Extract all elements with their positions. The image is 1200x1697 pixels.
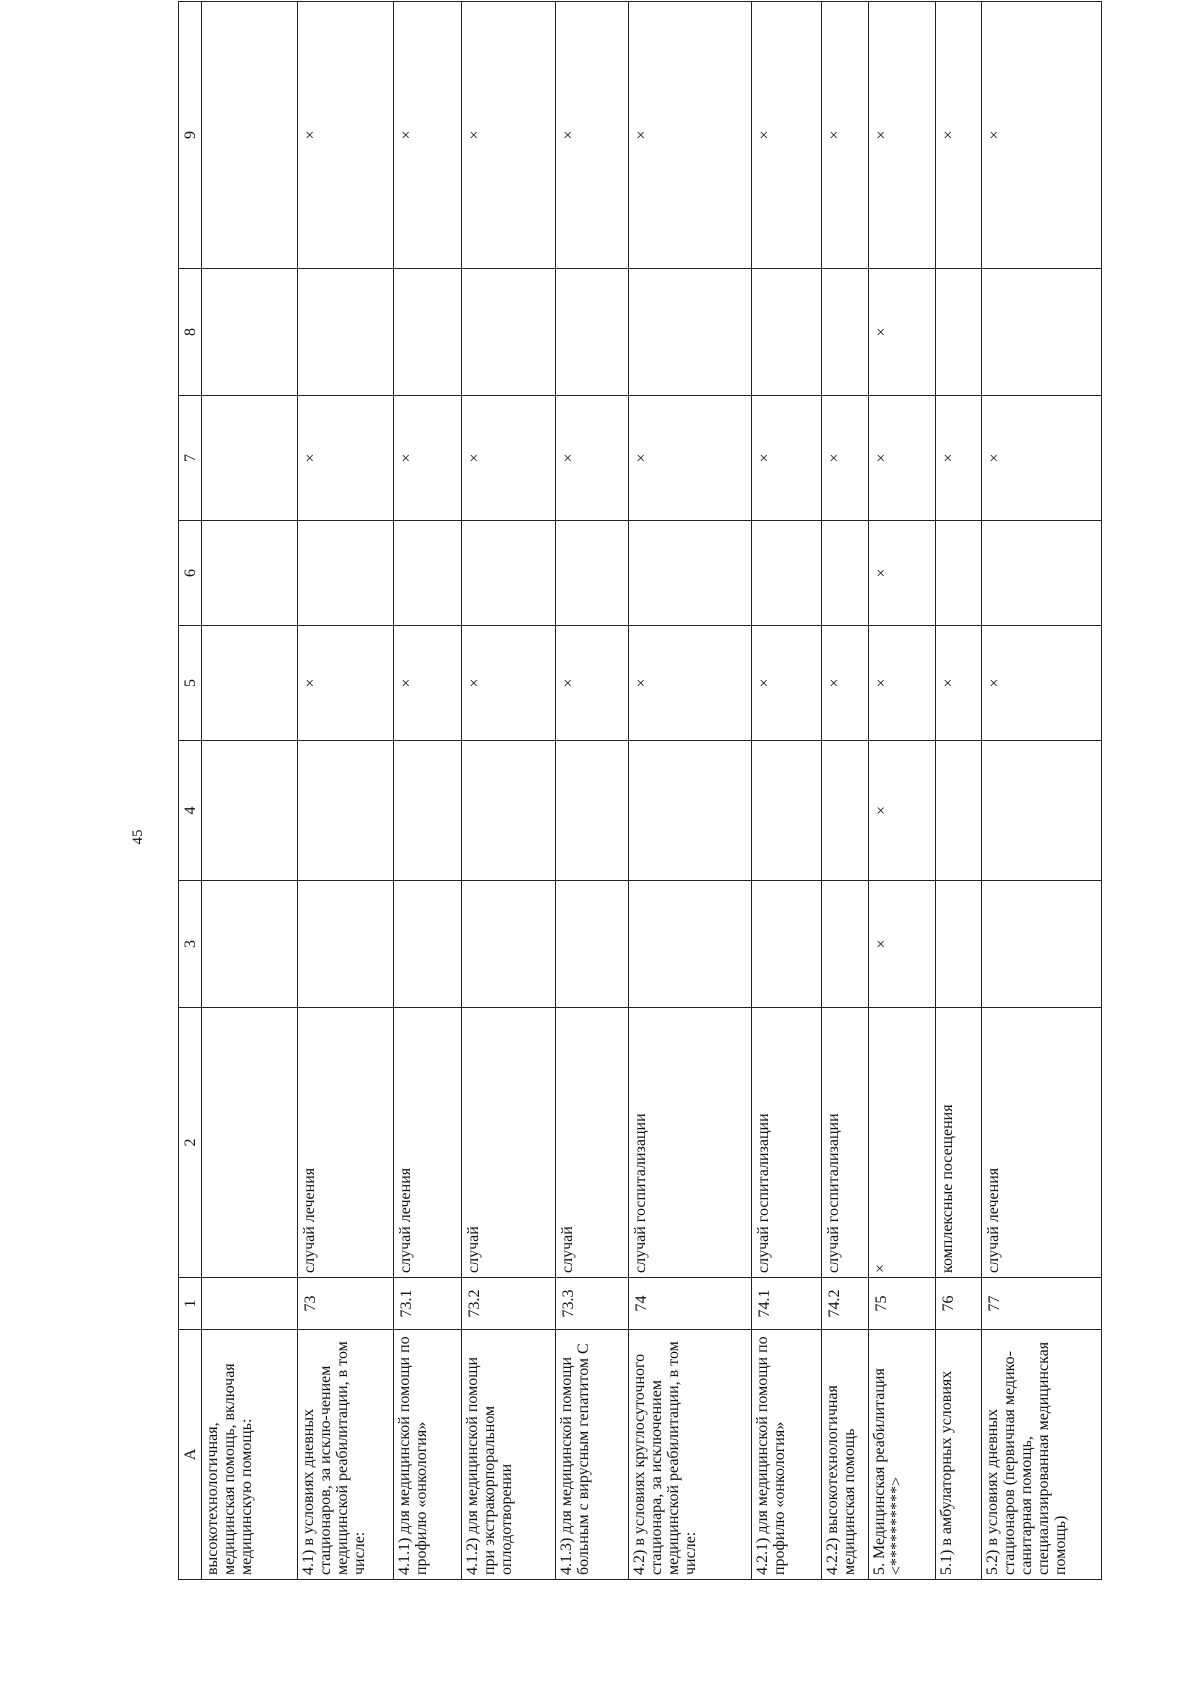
cell-col-8 [202,269,298,396]
cell-col-9: × [982,2,1102,269]
cell-col-9 [202,2,298,269]
column-header-1: 1 [179,1278,202,1330]
table-row [821,2,868,1580]
page-number: 45 [130,829,146,845]
row-label-cell: 5.1) в амбулаторных условиях [936,1330,982,1580]
cell-col-1: 74.1 [752,1278,822,1330]
cell-col-1: 73.1 [393,1278,462,1330]
cell-col-6 [556,521,629,626]
table-body [202,2,1102,1580]
cell-col-5 [202,626,298,741]
cell-col-9: × [556,2,629,269]
cell-col-9: × [629,2,752,269]
cell-col-7: × [752,396,822,521]
row-label-cell: 4.1) в условиях дневных стационаров, за исклю-чением медицинской реабилитации, в том числе: [297,1330,393,1580]
cell-col-5: × [821,626,868,741]
column-header-6: 6 [179,521,202,626]
column-header-5: 5 [179,626,202,741]
row-label-cell: 5. Медицинская реабилитация <**********> [868,1330,936,1580]
cell-col-5: × [982,626,1102,741]
cell-col-2: случай лечения [393,1008,462,1278]
cell-col-8 [936,269,982,396]
cell-col-1: 77 [982,1278,1102,1330]
cell-col-3 [752,881,822,1008]
cell-col-2: случай госпитализации [629,1008,752,1278]
cell-col-5: × [556,626,629,741]
cell-col-4 [393,741,462,881]
cell-col-4 [982,741,1102,881]
cell-col-2: случай лечения [982,1008,1102,1278]
table-row [202,2,298,1580]
cell-col-6 [982,521,1102,626]
cell-col-8 [821,269,868,396]
cell-col-2: случай госпитализации [752,1008,822,1278]
cell-col-2: случай [462,1008,556,1278]
cell-col-5: × [297,626,393,741]
cell-col-8 [752,269,822,396]
row-label-cell: 4.1.3) для медицинской помощи больным с вирусным гепатитом С [556,1330,629,1580]
cell-col-5: × [462,626,556,741]
cell-col-8 [393,269,462,396]
cell-col-8: × [868,269,936,396]
cell-col-3 [936,881,982,1008]
cell-col-6 [393,521,462,626]
column-header-7: 7 [179,396,202,521]
column-header-9: 9 [179,2,202,269]
cell-col-4 [462,741,556,881]
cell-col-7: × [462,396,556,521]
cell-col-9: × [936,2,982,269]
cell-col-3 [821,881,868,1008]
cell-col-7: × [982,396,1102,521]
cell-col-6 [462,521,556,626]
cell-col-6 [202,521,298,626]
cell-col-5: × [868,626,936,741]
cell-col-8 [982,269,1102,396]
table-row [868,2,936,1580]
cell-col-9: × [462,2,556,269]
cell-col-8 [297,269,393,396]
column-header-a: A [179,1330,202,1580]
cell-col-2: случай лечения [297,1008,393,1278]
cell-col-7 [202,396,298,521]
row-label-cell: 4.2.1) для медицинской помощи по профилю «онкология» [752,1330,822,1580]
cell-col-2: комплексные посещения [936,1008,982,1278]
cell-col-6 [752,521,822,626]
cell-col-9: × [821,2,868,269]
cell-col-4: × [868,741,936,881]
cell-col-7: × [936,396,982,521]
cell-col-3 [297,881,393,1008]
cell-col-6: × [868,521,936,626]
cell-col-3 [202,881,298,1008]
cell-col-1: 75 [868,1278,936,1330]
cell-col-1 [202,1278,298,1330]
cell-col-5: × [629,626,752,741]
cell-col-6 [821,521,868,626]
cell-col-7: × [393,396,462,521]
column-header-2: 2 [179,1008,202,1278]
cell-col-7: × [556,396,629,521]
cell-col-9: × [393,2,462,269]
row-label-cell: 4.2.2) высокотехнологичная медицинская помощь [821,1330,868,1580]
cell-col-5: × [936,626,982,741]
cell-col-3 [982,881,1102,1008]
cell-col-4 [936,741,982,881]
cell-col-2: случай госпитализации [821,1008,868,1278]
table-row [752,2,822,1580]
table-row [462,2,556,1580]
cell-col-3 [629,881,752,1008]
cell-col-1: 74 [629,1278,752,1330]
cell-col-7: × [629,396,752,521]
row-label-cell: 5.2) в условиях дневных стационаров (первичная медико-санитарная помощь, специализированная медицинская помощь) [982,1330,1102,1580]
cell-col-4 [297,741,393,881]
cell-col-8 [556,269,629,396]
cell-col-7: × [821,396,868,521]
cell-col-8 [629,269,752,396]
cell-col-9: × [868,2,936,269]
table-row [629,2,752,1580]
row-label-cell: 4.2) в условиях круглосуточного стационара, за исключением медицинской реабилитации, в том числе: [629,1330,752,1580]
cell-col-4 [821,741,868,881]
row-label-cell: 4.1.1) для медицинской помощи по профилю «онкология» [393,1330,462,1580]
table-row [936,2,982,1580]
cell-col-6 [629,521,752,626]
row-label-cell: 4.1.2) для медицинской помощи при экстракорпоральном оплодотворении [462,1330,556,1580]
cell-col-1: 73 [297,1278,393,1330]
cell-col-1: 73.2 [462,1278,556,1330]
cell-col-1: 74.2 [821,1278,868,1330]
cell-col-2: случай [556,1008,629,1278]
cell-col-9: × [752,2,822,269]
column-header-3: 3 [179,881,202,1008]
data-table [178,1,1102,1580]
cell-col-2: × [868,1008,936,1278]
cell-col-3 [462,881,556,1008]
cell-col-5: × [752,626,822,741]
cell-col-6 [297,521,393,626]
cell-col-9: × [297,2,393,269]
column-header-4: 4 [179,741,202,881]
cell-col-1: 73.3 [556,1278,629,1330]
table-row [556,2,629,1580]
cell-col-8 [462,269,556,396]
cell-col-3 [393,881,462,1008]
cell-col-7: × [297,396,393,521]
cell-col-5: × [393,626,462,741]
cell-col-3 [556,881,629,1008]
cell-col-1: 76 [936,1278,982,1330]
cell-col-4 [629,741,752,881]
rotated-table-container [178,2,1102,1580]
table-row [297,2,393,1580]
cell-col-4 [556,741,629,881]
cell-col-3: × [868,881,936,1008]
cell-col-7: × [868,396,936,521]
row-label-cell: высокотехнологичная, медицинская помощь, включая медицинскую помощь: [202,1330,298,1580]
cell-col-4 [752,741,822,881]
cell-col-2 [202,1008,298,1278]
table-row [393,2,462,1580]
cell-col-4 [202,741,298,881]
cell-col-6 [936,521,982,626]
header-row [179,2,202,1580]
column-header-8: 8 [179,269,202,396]
table-row [982,2,1102,1580]
